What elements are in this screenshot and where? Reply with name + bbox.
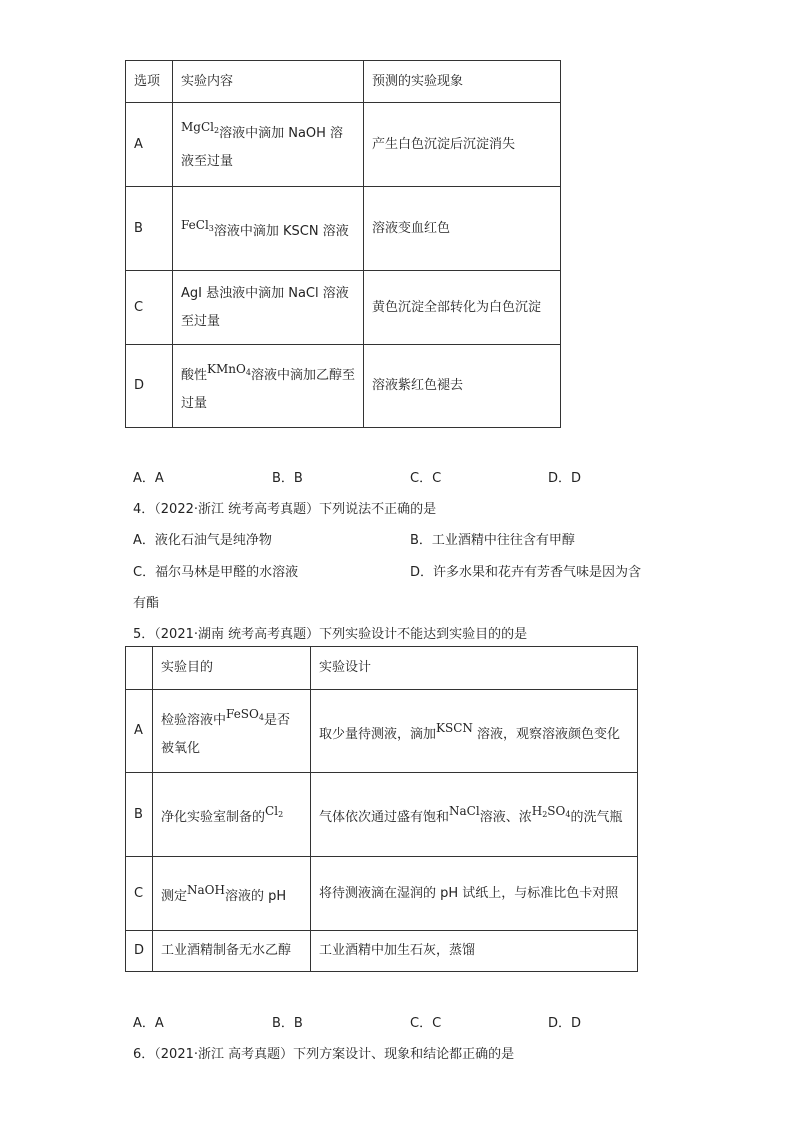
row-content: AgI 悬浊液中滴加 NaCl 溶液至过量 [173,271,364,345]
chem-formula: FeCl$_3$ [181,218,214,233]
chem-formula: $H_2SO_4$ [531,804,571,819]
row-content: MgCl$_2$溶液中滴加 NaOH 溶液至过量 [173,103,364,187]
option-d[interactable]: D．D [548,1016,582,1031]
question-5-stem: 5．（2021·湖南 统考高考真题）下列实验设计不能达到实验目的的是 [133,627,528,642]
row-goal: 工业酒精制备无水乙醇 [153,931,311,972]
chem-formula: KSCN [436,720,473,735]
experiment-table-1 [125,60,561,428]
table-row [126,690,638,773]
row-option: B [126,187,173,271]
row-option: A [126,103,173,187]
table-header-row [126,61,561,103]
row-option: D [126,345,173,428]
table-row [126,931,638,972]
header-content: 实验内容 [173,61,364,103]
chem-formula: NaCl [449,804,480,818]
row-phenomenon: 黄色沉淀全部转化为白色沉淀 [364,271,561,345]
header-option [126,647,153,690]
header-option: 选项 [126,61,173,103]
table-row [126,857,638,931]
row-phenomenon: 溶液紫红色褪去 [364,345,561,428]
header-goal: 实验目的 [153,647,311,690]
row-content: FeCl$_3$溶液中滴加 KSCN 溶液 [173,187,364,271]
table-row [126,271,561,345]
chem-formula: KMnO$_4$ [207,361,251,377]
row-goal: 净化实验室制备的$Cl_2$ [153,773,311,857]
q4-option-c[interactable]: C．福尔马林是甲醛的水溶液 [133,565,299,580]
row-option: C [126,857,153,931]
row-goal: 测定NaOH溶液的 pH [153,857,311,931]
option-d[interactable]: D．D [548,471,582,486]
row-design: 气体依次通过盛有饱和NaCl溶液、浓$H_2SO_4$的洗气瓶 [311,773,638,857]
row-option: B [126,773,153,857]
row-option: A [126,690,153,773]
table-row [126,345,561,428]
header-design: 实验设计 [311,647,638,690]
experiment-table-2 [125,646,638,972]
question-6-stem: 6．（2021·浙江 高考真题）下列方案设计、现象和结论都正确的是 [133,1047,515,1062]
header-phenomenon: 预测的实验现象 [364,61,561,103]
row-option: D [126,931,153,972]
q4-option-a[interactable]: A．液化石油气是纯净物 [133,533,272,548]
option-b[interactable]: B．B [272,1016,303,1031]
row-design: 取少量待测液，滴加KSCN 溶液，观察溶液颜色变化 [311,690,638,773]
option-c[interactable]: C．C [410,471,442,486]
row-design: 将待测液滴在湿润的 pH 试纸上，与标准比色卡对照 [311,857,638,931]
row-phenomenon: 溶液变血红色 [364,187,561,271]
row-option: C [126,271,173,345]
table-row [126,187,561,271]
row-phenomenon: 产生白色沉淀后沉淀消失 [364,103,561,187]
option-a[interactable]: A．A [133,471,164,486]
option-c[interactable]: C．C [410,1016,442,1031]
q4-option-d-continuation: 有酯 [133,596,160,611]
row-content: 酸性KMnO$_4$溶液中滴加乙醇至过量 [173,345,364,428]
chem-formula: FeSO$_4$ [226,706,264,722]
table-header-row [126,647,638,690]
chem-formula: MgCl$_2$ [181,120,220,135]
row-goal: 检验溶液中FeSO$_4$是否被氧化 [153,690,311,773]
table-row [126,773,638,857]
row-design: 工业酒精中加生石灰，蒸馏 [311,931,638,972]
table-row [126,103,561,187]
chem-formula: $Cl_2$ [265,804,284,819]
q4-option-b[interactable]: B．工业酒精中往往含有甲醇 [410,533,575,548]
question-4-stem: 4．（2022·浙江 统考高考真题）下列说法不正确的是 [133,502,437,517]
chem-formula: NaOH [187,883,225,897]
option-b[interactable]: B．B [272,471,303,486]
option-a[interactable]: A．A [133,1016,164,1031]
q4-option-d[interactable]: D．许多水果和花卉有芳香气味是因为含 [410,565,642,580]
